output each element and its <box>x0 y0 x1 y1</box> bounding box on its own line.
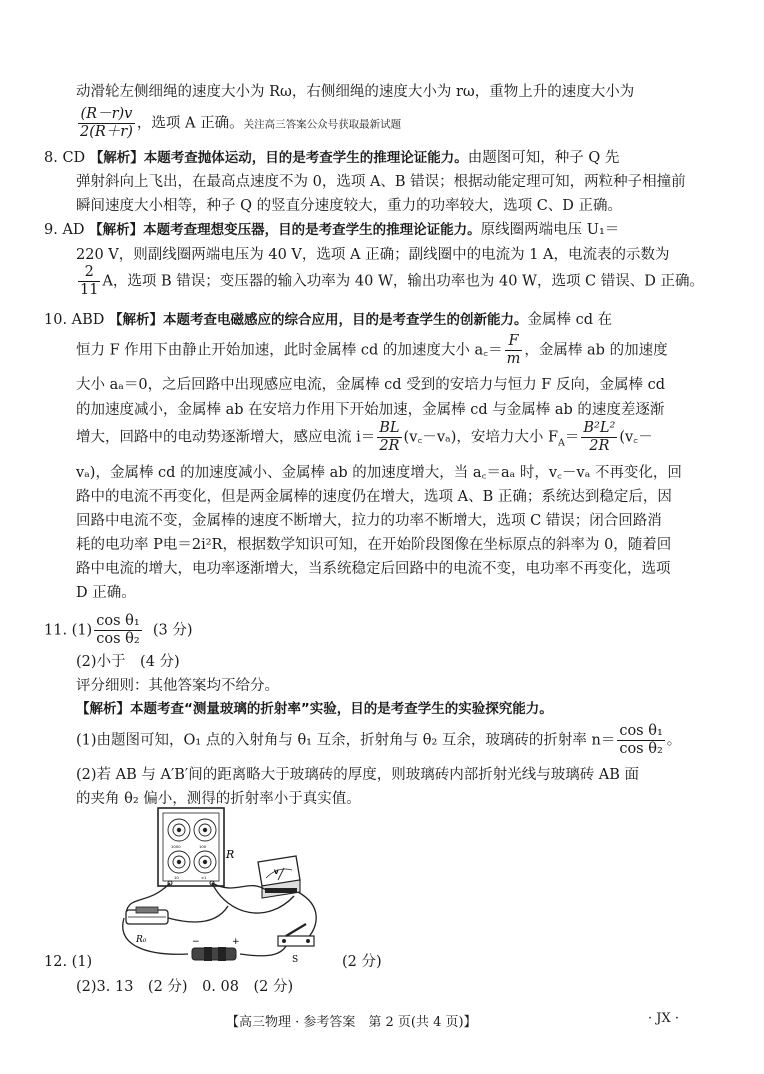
dial-knob-10 <box>177 860 181 864</box>
q8-analysis-tag: 【解析】本题考查抛体运动，目的是考查学生的推理论证能力。 <box>89 150 468 166</box>
q11-analysis-tag: 【解析】本题考查“测量玻璃的折射率”实验，目的是考查学生的实验探究能力。 <box>76 701 553 717</box>
q10-analysis-tag: 【解析】本题考查电磁感应的综合应用，目的是考查学生的创新能力。 <box>109 312 528 328</box>
q8-line-1: 8. CD 【解析】本题考查抛体运动，目的是考查学生的推理论证能力。由题图可知，种子 Q 先 <box>44 150 620 166</box>
q11-analysis-2: (2)若 AB 与 A′B′间的距离略大于玻璃砖的厚度，则玻璃砖内部折射光线与玻璃砖 AB 面 <box>76 767 640 783</box>
q9-line-3: $\frac{2}{11}$ A，选项 B 错误；变压器的输入功率为 40 W，输出功率也为 40 W，选项 C 错误、D 正确。 <box>80 264 704 298</box>
dial-label-1000: 1000 <box>171 844 181 849</box>
dial-label-100: 100 <box>199 844 207 849</box>
q11-line-1: 11. (1) $\frac{\text{cos θ₁}}{\text{cos θ₂}}$ (3 分) <box>44 613 193 647</box>
q11-analysis-fraction: $\frac{\text{cos θ₁}}{\text{cos θ₂}}$ <box>619 723 663 757</box>
label-R: R <box>226 848 235 861</box>
q12-line-2: (2)3. 13 (2 分) 0. 08 (2 分) <box>76 979 294 995</box>
q9-line-2: 220 V，则副线圈两端电压为 40 V，选项 A 正确；副线圈中的电流为 1 A，电流表的示数为 <box>76 247 670 263</box>
promo-note: 关注高三答案公众号获取最新试题 <box>243 118 402 131</box>
q10-line-5: 增大，回路中的电动势逐渐增大，感应电流 i＝ $\frac{BL}{2R}$ (v꜀－vₐ)，安培力大小 $F_A=$ $\frac{\text{B²L²}}{2R}$ (v꜀－ <box>76 420 653 454</box>
label-S: S <box>292 955 299 965</box>
prev-line-2: $\frac{(R-r)v}{2(R+r)}$ ，选项 A 正确。关注高三答案公众号获取最新试题 <box>80 106 402 140</box>
dial-label-x1: ×1 <box>201 875 207 880</box>
q10-line-10: 路中电流的增大，电功率逐渐增大，当系统稳定后回路中的电流不变，电功率不再变化，选项 <box>76 561 671 577</box>
q10-line-1: 10. ABD 【解析】本题考查电磁感应的综合应用，目的是考查学生的创新能力。金属棒 cd 在 <box>44 312 613 328</box>
q10-line-6: vₐ)，金属棒 cd 的加速度减小、金属棒 ab 的加速度增大，当 a꜀＝aₐ 时，v꜀－vₐ 不再变化，回 <box>76 465 682 481</box>
q10-line-7: 路中的电流不再变化，但是两金属棒的速度仍在增大，选项 A、B 正确；系统达到稳定后，因 <box>76 489 672 505</box>
circuit-diagram <box>108 806 348 966</box>
q11-number: 11. (1) <box>44 622 93 639</box>
resistor-R0 <box>126 907 168 924</box>
q10-line-8: 回路中电流不变，金属棒的速度不断增大，拉力的功率不断增大，选项 C 错误；闭合回路消 <box>76 513 662 529</box>
prev-fraction: $\frac{(R-r)v}{2(R+r)}$ <box>80 106 133 140</box>
q9-line-1: 9. AD 【解析】本题考查理想变压器，目的是考查学生的推理论证能力。原线圈两端电压 U₁＝ <box>44 222 620 238</box>
q11-line-2: (2)小于 (4 分) <box>76 654 180 670</box>
svg-text:V: V <box>274 869 279 876</box>
q8-number: 8. CD <box>44 150 86 166</box>
prev-line-1: 动滑轮左侧细绳的速度大小为 Rω，右侧细绳的速度大小为 rω，重物上升的速度大小为 <box>76 84 635 100</box>
q10-line-3: 大小 aₐ＝0，之后回路中出现感应电流，金属棒 cd 受到的安培力与恒力 F 反向，金属棒 cd <box>76 377 665 393</box>
q10-fraction-b2l2-2r: $\frac{\text{B²L²}}{2R}$ <box>583 420 616 454</box>
q10-number: 10. ABD <box>44 312 105 328</box>
dial-knob-100 <box>203 828 207 832</box>
q10-fraction-bl-2r: $\frac{BL}{2R}$ <box>379 420 400 454</box>
q11-scoring-note: 评分细则：其他答案均不给分。 <box>76 678 279 694</box>
q10-line-4: 的加速度减小，金属棒 ab 在安培力作用下开始加速，金属棒 cd 与金属棒 ab 的速度差逐渐 <box>76 402 665 418</box>
battery-minus-label: − <box>192 937 200 947</box>
q8-line-2: 弹射斜向上飞出，在最高点速度不为 0，选项 A、B 错误；根据动能定理可知，两粒种子相撞前 <box>76 174 686 190</box>
q10-line-9: 耗的电功率 P电＝2i²R，根据数学知识可知，在开始阶段图像在坐标原点的斜率为 0，随着回 <box>76 537 672 553</box>
q11-answer-fraction: $\frac{\text{cos θ₁}}{\text{cos θ₂}}$ <box>96 613 140 647</box>
label-R0: R₀ <box>136 935 147 945</box>
dial-label-10: 10 <box>174 875 179 880</box>
q11-analysis-3: 的夹角 θ₂ 偏小，测得的折射率小于真实值。 <box>76 791 361 807</box>
q8-line-3: 瞬间速度大小相等，种子 Q 的竖直分速度较大，重力的功率较大，选项 C、D 正确。 <box>76 198 623 214</box>
footer-center: 【高三物理 · 参考答案 第 2 页(共 4 页)】 <box>226 1015 477 1030</box>
switch-S <box>278 924 314 946</box>
q9-number: 9. AD <box>44 222 85 238</box>
q12-score-1: (2 分) <box>342 954 382 970</box>
q9-analysis-tag: 【解析】本题考查理想变压器，目的是考查学生的推理论证能力。 <box>89 222 481 238</box>
q10-line-11: D 正确。 <box>76 585 136 601</box>
dial-knob-1000 <box>177 828 181 832</box>
resistance-box <box>158 808 224 886</box>
voltmeter <box>258 856 300 898</box>
battery <box>192 947 236 961</box>
footer-code: · JX · <box>648 1011 679 1026</box>
q10-line-2: 恒力 F 作用下由静止开始加速，此时金属棒 cd 的加速度大小 a꜀＝ $\frac{F}{m}$ ，金属棒 ab 的加速度 <box>76 333 668 367</box>
q10-fraction-f-m: $\frac{F}{m}$ <box>506 333 521 367</box>
q12-line-1 <box>44 952 382 972</box>
battery-plus-label: + <box>232 937 240 947</box>
q11-analysis-1: (1)由题图可知，O₁ 点的入射角与 θ₁ 互余，折射角与 θ₂ 互余，玻璃砖的折射率 n＝ $\frac{\text{cos θ₁}}{\text{cos θ₂}}$ 。 <box>76 723 682 757</box>
q12-number: 12. (1) <box>44 954 93 970</box>
dial-knob-x1 <box>203 860 207 864</box>
q9-fraction: $\frac{2}{11}$ <box>80 264 99 298</box>
